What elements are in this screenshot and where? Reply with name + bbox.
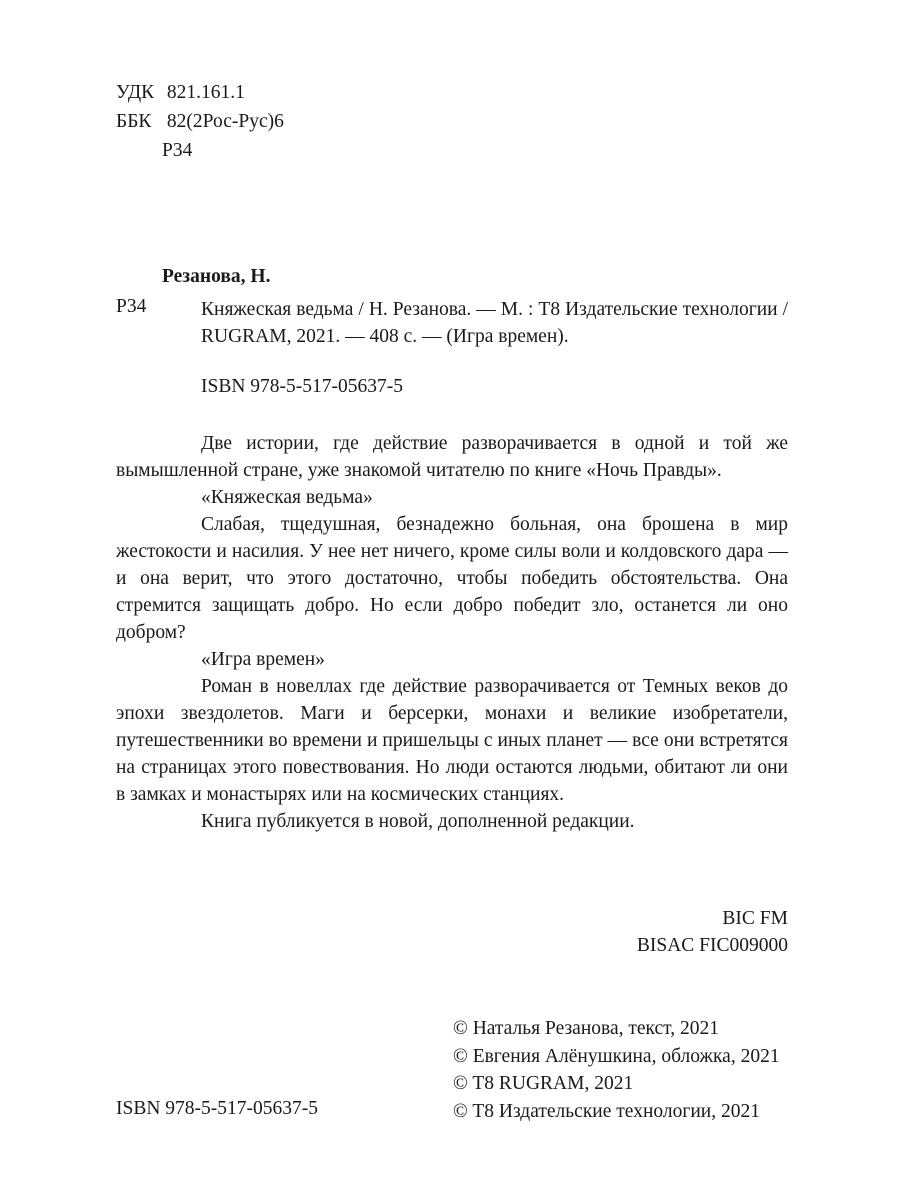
bbk-label: ББК — [116, 111, 152, 132]
copyright-list — [453, 1015, 780, 1125]
copyright-text: © Наталья Резанова, текст, 2021 — [453, 1018, 719, 1039]
udk-line — [116, 82, 245, 104]
annotation — [116, 430, 788, 835]
udk-value: 821.161.1 — [166, 82, 245, 103]
annotation-closing: Книга публикуется в новой, дополненной редакции. — [201, 811, 635, 832]
author-heading: Резанова, Н. — [162, 266, 271, 287]
copyright-rugram: © T8 RUGRAM, 2021 — [453, 1073, 634, 1094]
footer-isbn: ISBN 978-5-517-05637-5 — [116, 1098, 319, 1119]
bisac-code: BISAC FIC009000 — [636, 935, 788, 956]
catalog-description — [201, 296, 788, 350]
udk-label: УДК — [116, 82, 155, 103]
side-author-mark: Р34 — [116, 296, 147, 317]
story2-text: Роман в новеллах где действие разворачивается от Темных веков до эпохи звездолетов. Маги и берсерки, монахи и великие изобретатели, путешественники во времени и пришельцы с иных планет — все они встретятся на страницах этого повествования. Но люди остаются людьми, обитают ли они в замках и монастырях или на космических станциях. — [116, 676, 788, 805]
copyright-publisher: © T8 Издательские технологии, 2021 — [453, 1100, 760, 1122]
description-text: Княжеская ведьма / Н. Резанова. — М. : T8 Издательские технологии / RUGRAM, 2021. — 408 с. — (Игра времен). — [201, 299, 788, 347]
story1-text: Слабая, тщедушная, безнадежно больная, она брошена в мир жестокости и насилия. У нее нет ничего, кроме силы воли и колдовского дара — и она верит, что этого достаточно, чтобы победить обстоятельства. Она стремится защищать добро. Но если добро победит зло, останется ли оно добром? — [116, 514, 788, 643]
author-mark: Р34 — [162, 140, 193, 161]
copyright-cover: © Евгения Алёнушкина, обложка, 2021 — [453, 1045, 780, 1067]
catalog-isbn: ISBN 978-5-517-05637-5 — [201, 376, 404, 397]
bic-code: BIC FM — [722, 908, 788, 929]
annotation-intro: Две истории, где действие разворачивается в одной и той же вымышленной стране, уже знакомой читателю по книге «Ночь Правды». — [116, 433, 788, 481]
subject-codes — [637, 905, 788, 959]
story1-title: «Княжеская ведьма» — [201, 487, 373, 508]
bbk-line — [116, 111, 284, 133]
story2-title: «Игра времен» — [201, 649, 325, 670]
bbk-value: 82(2Рос-Рус)6 — [166, 111, 284, 132]
